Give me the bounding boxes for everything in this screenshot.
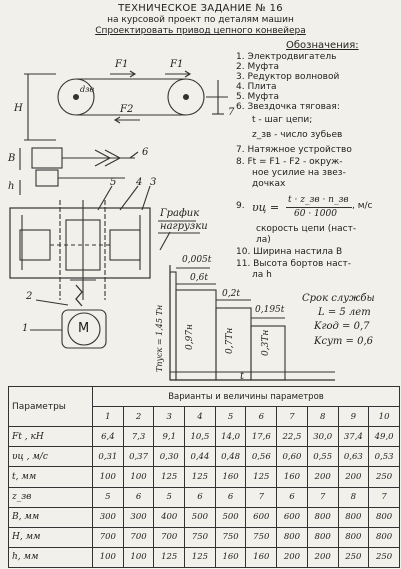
variant-header: 4 [185, 407, 216, 427]
param-value: 6 [185, 487, 216, 507]
legend-item-6-t: t - шаг цепи; [252, 115, 313, 125]
motor-symbol: M [78, 321, 90, 336]
param-value: 250 [369, 467, 400, 487]
param-value: 200 [307, 467, 338, 487]
legend-item-2: 2. Муфта [236, 62, 279, 72]
service-ksut: Kсут = 0,6 [314, 336, 373, 347]
param-value: 0,31 [93, 447, 124, 467]
param-value: 0,63 [338, 447, 369, 467]
param-value: 100 [123, 547, 154, 567]
param-value: 700 [154, 527, 185, 547]
param-value: 125 [154, 467, 185, 487]
legend-item-9-text-a: скорость цепи (наст- [256, 224, 357, 234]
param-name: B, мм [9, 507, 93, 527]
param-value: 17,6 [246, 427, 277, 447]
label-seven: 7 [228, 107, 235, 118]
param-value: 5 [154, 487, 185, 507]
param-value: 800 [338, 527, 369, 547]
base-plate [10, 208, 150, 278]
param-value: 5 [93, 487, 124, 507]
param-value: 160 [215, 467, 246, 487]
assignment-task: Спроектировать привод цепного конвейера [95, 26, 306, 36]
variant-header: 10 [369, 407, 400, 427]
param-value: 0,60 [277, 447, 308, 467]
table-title: Варианты и величины параметров [93, 387, 400, 407]
param-value: 7 [246, 487, 277, 507]
variant-header: 6 [246, 407, 277, 427]
graph-label-06t: 0,6t [190, 273, 208, 283]
label-f1b: F1 [170, 59, 184, 70]
legend-item-9-num: 9. [236, 201, 245, 211]
param-value: 7,3 [123, 427, 154, 447]
param-name: h, мм [9, 547, 93, 567]
param-value: 6 [123, 487, 154, 507]
param-value: 800 [307, 507, 338, 527]
legend-item-8-a: 8. Ft = F1 - F2 - окруж- [236, 157, 343, 167]
param-value: 0,53 [369, 447, 400, 467]
variant-header: 7 [277, 407, 308, 427]
legend-item-8-b: ное усилие на звез- [252, 168, 346, 178]
param-value: 125 [185, 547, 216, 567]
variant-header: 3 [154, 407, 185, 427]
graph-label-0005t: 0,005t [182, 255, 212, 265]
param-value: 800 [277, 527, 308, 547]
table-title-row [9, 387, 400, 407]
label-six: 6 [142, 147, 149, 158]
param-value: 14,0 [215, 427, 246, 447]
param-value: 125 [154, 547, 185, 567]
graph-label-02t: 0,2t [222, 289, 240, 299]
param-value: 100 [93, 467, 124, 487]
param-value: 125 [185, 467, 216, 487]
variant-header: 1 [93, 407, 124, 427]
param-header: Параметры [9, 387, 93, 427]
param-value: 0,44 [185, 447, 216, 467]
param-value: 600 [277, 507, 308, 527]
param-name: z_зв [9, 487, 93, 507]
graph-ylabel: Tпуск = 1,45 Tн [155, 304, 164, 372]
param-value: 800 [338, 507, 369, 527]
param-value: 125 [246, 467, 277, 487]
param-value: 0,55 [307, 447, 338, 467]
param-value: 200 [277, 547, 308, 567]
legend-heading: Обозначения: [286, 40, 359, 51]
label-four: 4 [136, 177, 143, 188]
label-H: H [14, 103, 23, 114]
param-value: 6 [215, 487, 246, 507]
param-value: 100 [93, 547, 124, 567]
label-two: 2 [26, 291, 33, 302]
param-value: 9,1 [154, 427, 185, 447]
bar-label-03: 0,3Tн [261, 329, 271, 356]
param-value: 22,5 [277, 427, 308, 447]
variant-header: 5 [215, 407, 246, 427]
param-value: 500 [185, 507, 216, 527]
legend-item-9-text-b: ла) [256, 235, 271, 245]
label-dzv: dзв [80, 85, 95, 94]
legend-item-1: 1. Электродвигатель [236, 52, 337, 62]
param-value: 0,30 [154, 447, 185, 467]
legend-item-8-c: дочках [252, 179, 286, 189]
label-f2: F2 [120, 104, 134, 115]
legend-item-7: 7. Натяжное устройство [236, 145, 352, 155]
service-kgod: Kгод = 0,7 [314, 321, 370, 332]
param-value: 7 [307, 487, 338, 507]
legend-item-5: 5. Муфта [236, 92, 279, 102]
param-value: 10,5 [185, 427, 216, 447]
bar-label-07: 0,7Tн [225, 327, 235, 354]
param-value: 200 [307, 547, 338, 567]
param-value: 250 [338, 547, 369, 567]
legend-item-6-z: z_зв - число зубьев [252, 130, 343, 140]
label-three: 3 [150, 177, 157, 188]
legend-item-6: 6. Звездочка тяговая: [236, 102, 340, 112]
formula-unit: , м/с [352, 201, 373, 211]
param-value: 100 [123, 467, 154, 487]
formula-bar [286, 207, 352, 208]
label-one: 1 [22, 323, 29, 334]
param-value: 800 [307, 527, 338, 547]
assignment-subtitle: на курсовой проект по деталям машин [107, 15, 294, 25]
legend-item-11-a: 11. Высота бортов наст- [236, 259, 352, 269]
label-B: B [8, 153, 16, 164]
table-row [9, 547, 400, 567]
table-row [9, 447, 400, 467]
variant-header: 9 [338, 407, 369, 427]
graph-xlabel: t [240, 371, 245, 382]
param-value: 7 [369, 487, 400, 507]
legend-item-3: 3. Редуктор волновой [236, 72, 340, 82]
legend-item-4: 4. Плита [236, 82, 277, 92]
param-value: 250 [369, 547, 400, 567]
param-value: 160 [246, 547, 277, 567]
param-value: 700 [123, 527, 154, 547]
param-value: 300 [123, 507, 154, 527]
param-value: 6,4 [93, 427, 124, 447]
param-name: t, мм [9, 467, 93, 487]
table-row [9, 527, 400, 547]
param-value: 400 [154, 507, 185, 527]
param-value: 160 [215, 547, 246, 567]
param-value: 0,37 [123, 447, 154, 467]
param-value: 700 [93, 527, 124, 547]
param-value: 49,0 [369, 427, 400, 447]
param-value: 750 [185, 527, 216, 547]
bar-label-09: 0,97н [185, 324, 195, 350]
param-value: 0,56 [246, 447, 277, 467]
param-value: 750 [215, 527, 246, 547]
graph-title-2: нагрузки [160, 221, 208, 232]
service-title: Срок службы [302, 293, 375, 304]
param-value: 500 [215, 507, 246, 527]
formula-numerator: t · z_зв · n_зв [288, 195, 349, 205]
legend-item-9-lhs: υц = [252, 201, 280, 214]
label-five-top: 5 [110, 177, 117, 188]
param-value: 0,48 [215, 447, 246, 467]
param-name: υц , м/с [9, 447, 93, 467]
param-value: 800 [369, 507, 400, 527]
table-row [9, 487, 400, 507]
variant-header: 8 [307, 407, 338, 427]
graph-label-0195t: 0,195t [255, 305, 285, 315]
param-value: 160 [277, 467, 308, 487]
legend-item-11-b: ла h [252, 270, 272, 280]
formula-denominator: 60 · 1000 [294, 209, 337, 219]
param-value: 750 [246, 527, 277, 547]
graph-title-1: График [160, 208, 200, 219]
param-value: 600 [246, 507, 277, 527]
param-value: 8 [338, 487, 369, 507]
service-life: L = 5 лет [318, 307, 371, 318]
variant-header: 2 [123, 407, 154, 427]
param-value: 800 [369, 527, 400, 547]
legend-item-10: 10. Ширина настила B [236, 247, 343, 257]
label-f1: F1 [115, 59, 129, 70]
param-value: 200 [338, 467, 369, 487]
param-value: 6 [277, 487, 308, 507]
param-value: 37,4 [338, 427, 369, 447]
table-row [9, 427, 400, 447]
param-name: H, мм [9, 527, 93, 547]
assignment-title: ТЕХНИЧЕСКОЕ ЗАДАНИЕ № 16 [118, 3, 283, 14]
param-value: 300 [93, 507, 124, 527]
param-name: Ft , кН [9, 427, 93, 447]
label-h: h [8, 181, 15, 192]
table-row [9, 507, 400, 527]
param-value: 30,0 [307, 427, 338, 447]
table-row [9, 467, 400, 487]
parameters-table [8, 386, 400, 568]
